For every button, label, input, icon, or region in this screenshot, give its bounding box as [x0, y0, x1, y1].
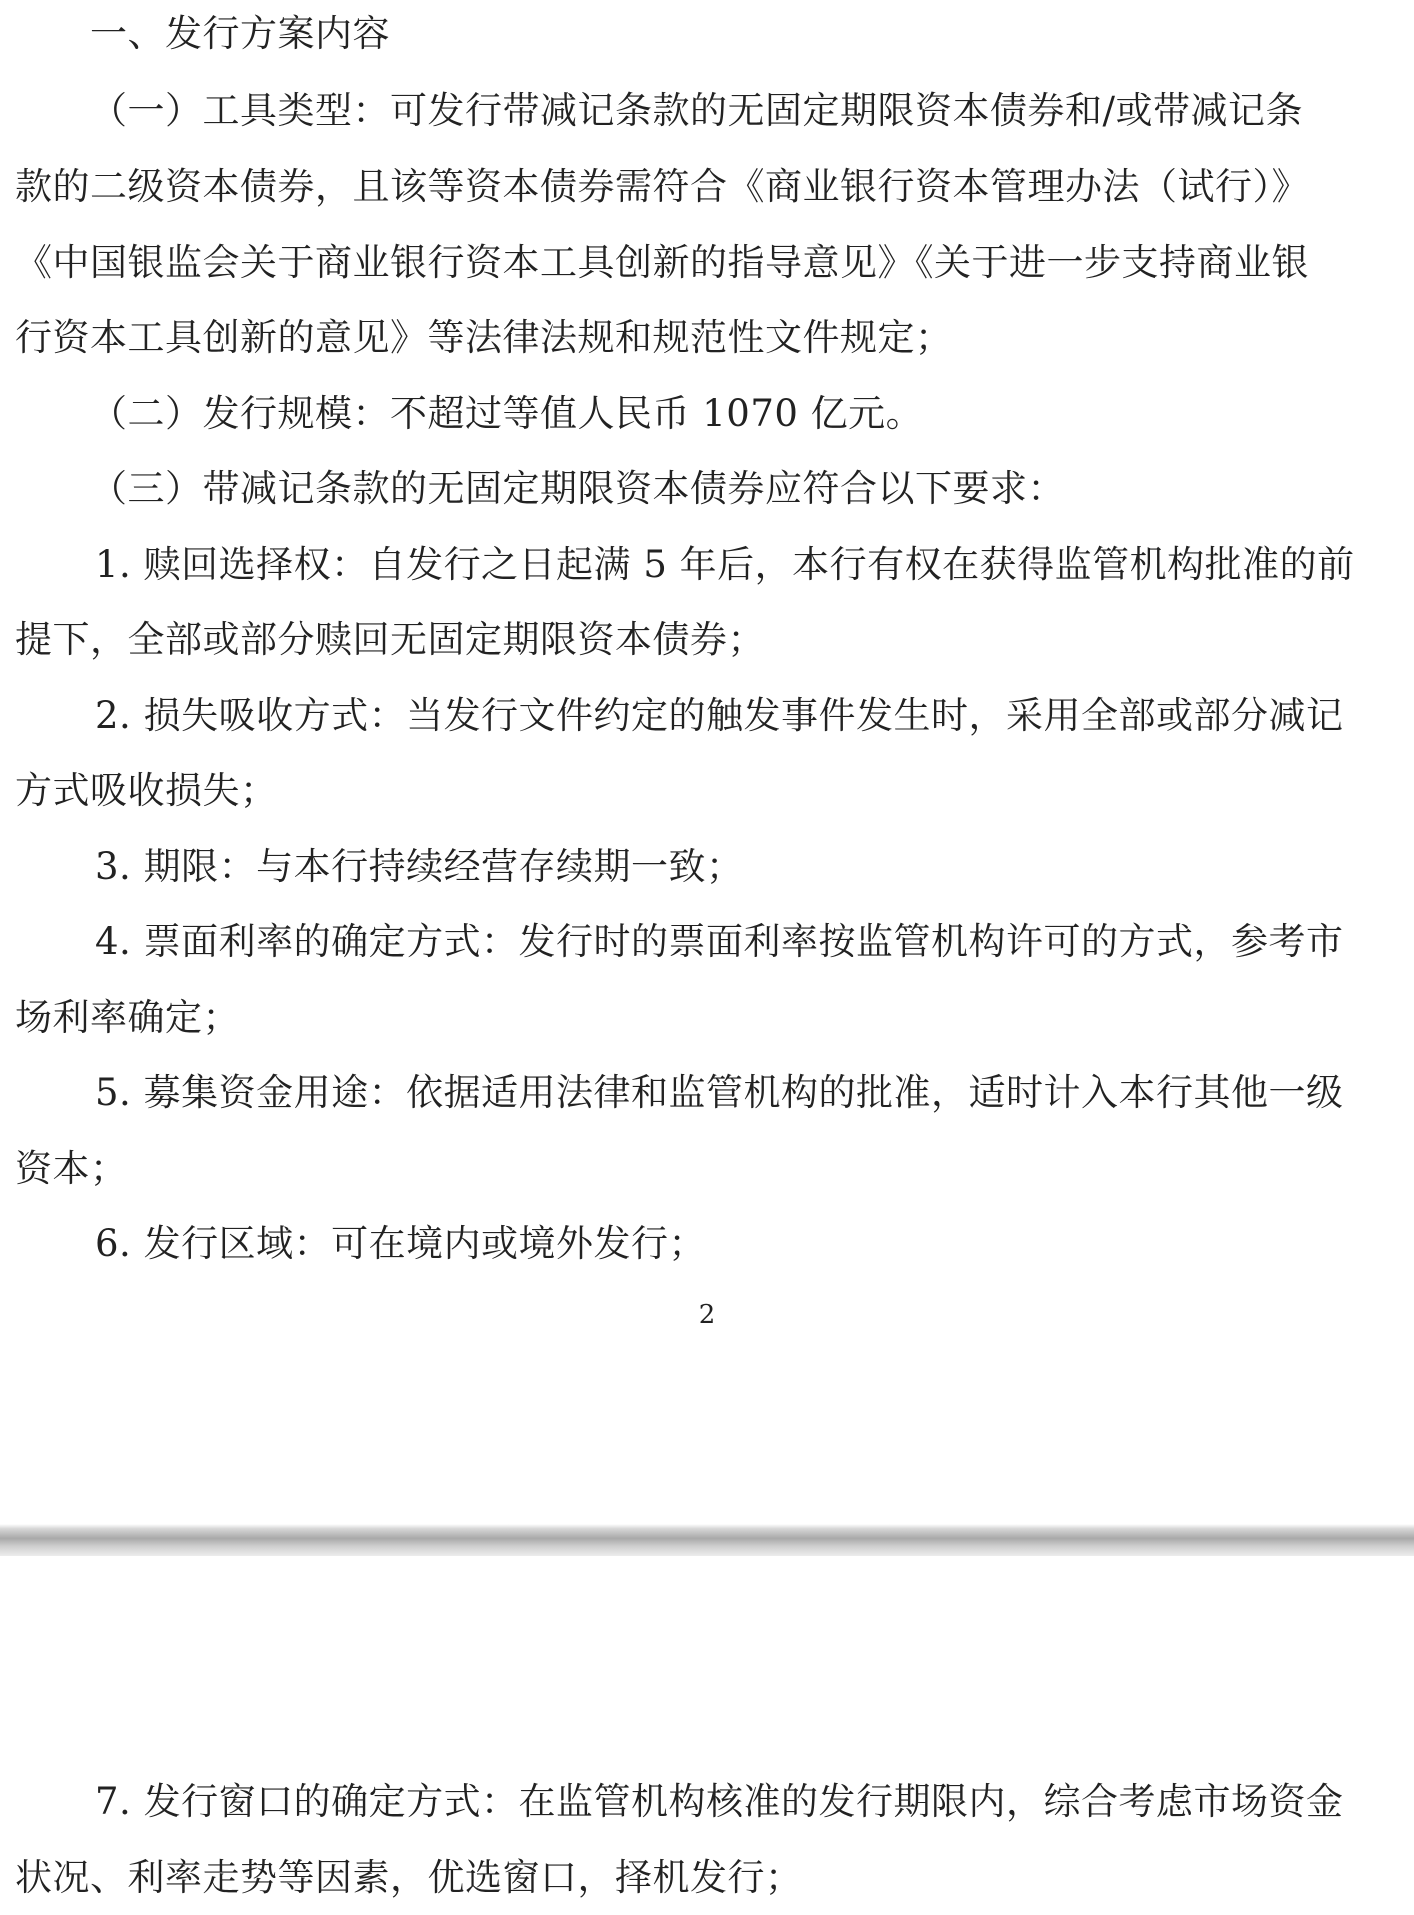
list-item-1-line-2: 提下，全部或部分赎回无固定期限资本债券；	[15, 618, 765, 661]
paragraph-requirements-heading: （三）带减记条款的无固定期限资本债券应符合以下要求：	[90, 467, 1065, 510]
list-item-1-line-1: 1. 赎回选择权：自发行之日起满 5 年后，本行有权在获得监管机构批准的前	[95, 543, 1355, 586]
list-item-4-line-2: 场利率确定；	[15, 996, 240, 1039]
paragraph-tool-type-line-1: （一）工具类型：可发行带减记条款的无固定期限资本债券和/或带减记条	[90, 89, 1303, 132]
document-page-3	[0, 1556, 1414, 1915]
list-item-5-line-1: 5. 募集资金用途：依据适用法律和监管机构的批准，适时计入本行其他一级	[95, 1071, 1344, 1114]
list-item-2-line-1: 2. 损失吸收方式：当发行文件约定的触发事件发生时，采用全部或部分减记	[95, 694, 1344, 737]
list-item-2-line-2: 方式吸收损失；	[15, 769, 278, 812]
page-number: 2	[698, 1300, 716, 1330]
list-item-5-line-2: 资本；	[15, 1147, 128, 1190]
list-item-7-line-1: 7. 发行窗口的确定方式：在监管机构核准的发行期限内，综合考虑市场资金	[95, 1780, 1344, 1823]
list-item-4-line-1: 4. 票面利率的确定方式：发行时的票面利率按监管机构许可的方式，参考市	[95, 920, 1344, 963]
paragraph-issue-scale: （二）发行规模：不超过等值人民币 1070 亿元。	[90, 392, 924, 435]
section-heading: 一、发行方案内容	[90, 12, 390, 55]
list-item-6: 6. 发行区域：可在境内或境外发行；	[95, 1222, 707, 1265]
paragraph-tool-type-line-2: 款的二级资本债券，且该等资本债券需符合《商业银行资本管理办法（试行）》	[15, 165, 1309, 208]
paragraph-tool-type-line-4: 行资本工具创新的意见》等法律法规和规范性文件规定；	[15, 316, 953, 359]
page-separator	[0, 1524, 1414, 1556]
list-item-7-line-2: 状况、利率走势等因素，优选窗口，择机发行；	[15, 1856, 803, 1899]
list-item-3: 3. 期限：与本行持续经营存续期一致；	[95, 845, 744, 888]
paragraph-tool-type-line-3: 《中国银监会关于商业银行资本工具创新的指导意见》《关于进一步支持商业银	[15, 241, 1309, 284]
